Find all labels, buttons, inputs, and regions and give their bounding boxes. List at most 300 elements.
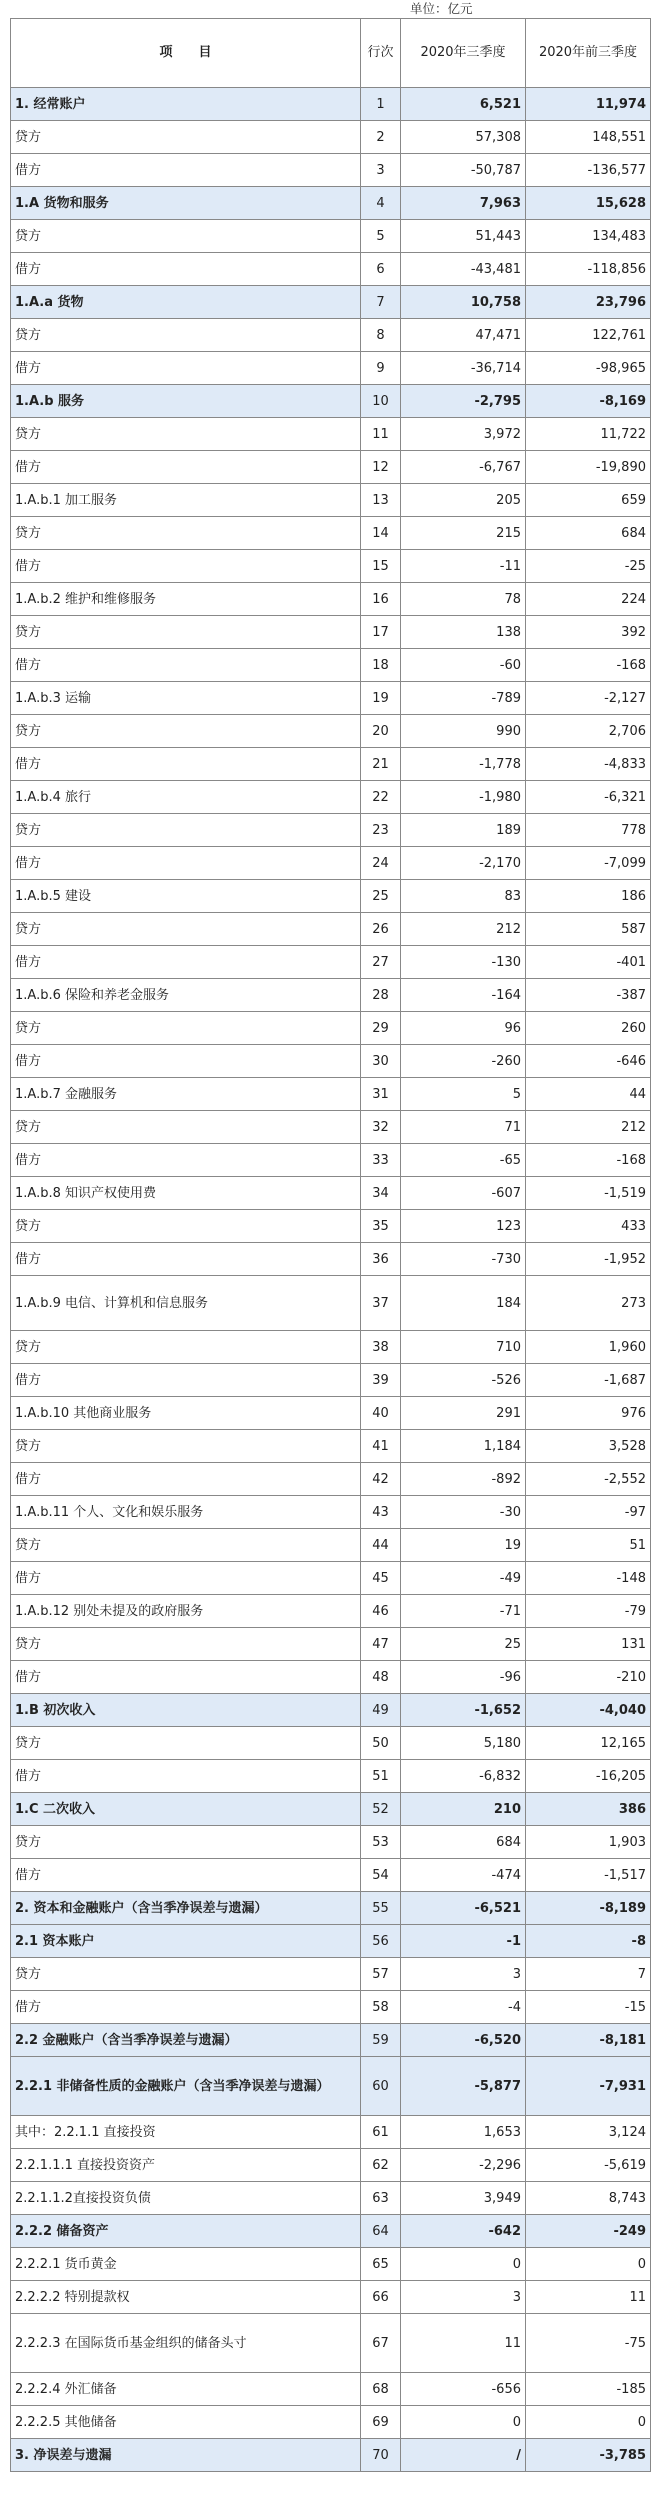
row-value-q3: 3,972 — [401, 418, 526, 451]
table-row — [11, 847, 651, 880]
row-item-label: 1.A.b.12 别处未提及的政府服务 — [11, 1595, 361, 1628]
row-value-q3: 51,443 — [401, 220, 526, 253]
row-value-ytd: 587 — [526, 913, 651, 946]
row-value-q3: -49 — [401, 1562, 526, 1595]
table-row — [11, 2439, 651, 2472]
row-value-ytd: -16,205 — [526, 1760, 651, 1793]
table-row — [11, 2215, 651, 2248]
row-value-ytd: 433 — [526, 1210, 651, 1243]
table-row — [11, 616, 651, 649]
row-value-q3: 684 — [401, 1826, 526, 1859]
row-value-q3: 10,758 — [401, 286, 526, 319]
row-value-ytd: 11,974 — [526, 88, 651, 121]
row-item-label: 借方 — [11, 1991, 361, 2024]
table-row — [11, 451, 651, 484]
row-item-label: 贷方 — [11, 814, 361, 847]
row-item-label: 1.A.b 服务 — [11, 385, 361, 418]
table-row — [11, 913, 651, 946]
row-value-q3: -164 — [401, 979, 526, 1012]
row-value-ytd: 659 — [526, 484, 651, 517]
row-value-ytd: -5,619 — [526, 2149, 651, 2182]
row-number: 32 — [361, 1111, 401, 1144]
row-value-ytd: -118,856 — [526, 253, 651, 286]
table-row — [11, 418, 651, 451]
row-value-ytd: -136,577 — [526, 154, 651, 187]
row-number: 52 — [361, 1793, 401, 1826]
table-row — [11, 1012, 651, 1045]
row-item-label: 借方 — [11, 1045, 361, 1078]
row-item-label: 1. 经常账户 — [11, 88, 361, 121]
row-value-ytd: -97 — [526, 1496, 651, 1529]
table-row — [11, 2406, 651, 2439]
row-item-label: 借方 — [11, 649, 361, 682]
table-row — [11, 1276, 651, 1331]
row-number: 40 — [361, 1397, 401, 1430]
row-value-q3: 0 — [401, 2248, 526, 2281]
row-value-q3: -607 — [401, 1177, 526, 1210]
row-number: 25 — [361, 880, 401, 913]
table-row — [11, 814, 651, 847]
table-body — [11, 88, 651, 2472]
row-number: 18 — [361, 649, 401, 682]
header-col-a: 2020年三季度 — [401, 19, 526, 88]
row-item-label: 贷方 — [11, 121, 361, 154]
table-row — [11, 2281, 651, 2314]
table-row — [11, 1694, 651, 1727]
row-number: 48 — [361, 1661, 401, 1694]
row-value-ytd: 684 — [526, 517, 651, 550]
row-item-label: 贷方 — [11, 1628, 361, 1661]
row-value-ytd: 8,743 — [526, 2182, 651, 2215]
table-row — [11, 550, 651, 583]
row-number: 11 — [361, 418, 401, 451]
row-item-label: 贷方 — [11, 913, 361, 946]
row-value-q3: 19 — [401, 1529, 526, 1562]
row-value-q3: -30 — [401, 1496, 526, 1529]
row-number: 56 — [361, 1925, 401, 1958]
row-value-q3: -2,170 — [401, 847, 526, 880]
row-value-ytd: 224 — [526, 583, 651, 616]
row-item-label: 贷方 — [11, 517, 361, 550]
row-item-label: 2.2.1.1.2直接投资负债 — [11, 2182, 361, 2215]
row-value-ytd: -401 — [526, 946, 651, 979]
table-row — [11, 1727, 651, 1760]
row-value-ytd: -25 — [526, 550, 651, 583]
header-row-no: 行次 — [361, 19, 401, 88]
row-value-ytd: 131 — [526, 1628, 651, 1661]
row-value-ytd: 3,528 — [526, 1430, 651, 1463]
table-row — [11, 1210, 651, 1243]
row-value-q3: -2,795 — [401, 385, 526, 418]
row-value-q3: -730 — [401, 1243, 526, 1276]
row-value-ytd: -8,169 — [526, 385, 651, 418]
row-item-label: 2.2.2.5 其他储备 — [11, 2406, 361, 2439]
row-number: 49 — [361, 1694, 401, 1727]
row-value-ytd: -1,517 — [526, 1859, 651, 1892]
row-number: 26 — [361, 913, 401, 946]
row-number: 64 — [361, 2215, 401, 2248]
row-number: 59 — [361, 2024, 401, 2057]
row-item-label: 贷方 — [11, 1210, 361, 1243]
row-value-q3: 47,471 — [401, 319, 526, 352]
row-value-ytd: 392 — [526, 616, 651, 649]
row-item-label: 1.A.b.7 金融服务 — [11, 1078, 361, 1111]
row-value-q3: 3 — [401, 2281, 526, 2314]
row-value-ytd: 0 — [526, 2248, 651, 2281]
row-number: 66 — [361, 2281, 401, 2314]
row-value-q3: -526 — [401, 1364, 526, 1397]
table-row — [11, 2024, 651, 2057]
row-number: 12 — [361, 451, 401, 484]
table-row — [11, 1595, 651, 1628]
row-number: 34 — [361, 1177, 401, 1210]
row-item-label: 1.A.b.1 加工服务 — [11, 484, 361, 517]
row-item-label: 贷方 — [11, 220, 361, 253]
row-item-label: 3. 净误差与遗漏 — [11, 2439, 361, 2472]
row-value-q3: 210 — [401, 1793, 526, 1826]
row-item-label: 贷方 — [11, 418, 361, 451]
row-value-ytd: -8 — [526, 1925, 651, 1958]
table-row — [11, 385, 651, 418]
row-item-label: 1.A.b.9 电信、计算机和信息服务 — [11, 1276, 361, 1331]
table-row — [11, 2149, 651, 2182]
row-value-ytd: 11,722 — [526, 418, 651, 451]
row-item-label: 1.A.b.11 个人、文化和娱乐服务 — [11, 1496, 361, 1529]
row-number: 17 — [361, 616, 401, 649]
row-value-ytd: -2,127 — [526, 682, 651, 715]
row-value-q3: -1,652 — [401, 1694, 526, 1727]
row-number: 14 — [361, 517, 401, 550]
row-item-label: 贷方 — [11, 1012, 361, 1045]
row-value-q3: 710 — [401, 1331, 526, 1364]
row-value-q3: 83 — [401, 880, 526, 913]
table-row — [11, 1078, 651, 1111]
header-item: 项 目 — [11, 19, 361, 88]
table-row — [11, 748, 651, 781]
row-value-q3: -656 — [401, 2373, 526, 2406]
row-value-q3: 123 — [401, 1210, 526, 1243]
table-row — [11, 2116, 651, 2149]
row-item-label: 贷方 — [11, 1111, 361, 1144]
table-row — [11, 1958, 651, 1991]
row-value-q3: 0 — [401, 2406, 526, 2439]
table-row — [11, 1628, 651, 1661]
row-number: 4 — [361, 187, 401, 220]
row-value-q3: -6,767 — [401, 451, 526, 484]
row-number: 38 — [361, 1331, 401, 1364]
row-item-label: 借方 — [11, 1661, 361, 1694]
row-item-label: 贷方 — [11, 1430, 361, 1463]
row-value-ytd: 1,903 — [526, 1826, 651, 1859]
row-item-label: 1.A.b.2 维护和维修服务 — [11, 583, 361, 616]
row-value-ytd: 7 — [526, 1958, 651, 1991]
row-number: 54 — [361, 1859, 401, 1892]
table-row — [11, 121, 651, 154]
row-value-q3: -130 — [401, 946, 526, 979]
row-number: 28 — [361, 979, 401, 1012]
row-value-ytd: 15,628 — [526, 187, 651, 220]
table-row — [11, 1397, 651, 1430]
row-item-label: 1.A.b.6 保险和养老金服务 — [11, 979, 361, 1012]
row-value-ytd: -79 — [526, 1595, 651, 1628]
row-number: 16 — [361, 583, 401, 616]
table-row — [11, 1364, 651, 1397]
table-row — [11, 880, 651, 913]
table-row — [11, 1045, 651, 1078]
row-number: 33 — [361, 1144, 401, 1177]
row-item-label: 借方 — [11, 451, 361, 484]
table-row — [11, 154, 651, 187]
row-number: 6 — [361, 253, 401, 286]
row-value-q3: / — [401, 2439, 526, 2472]
row-value-ytd: 122,761 — [526, 319, 651, 352]
row-value-ytd: -210 — [526, 1661, 651, 1694]
row-number: 19 — [361, 682, 401, 715]
table-row — [11, 1991, 651, 2024]
row-number: 58 — [361, 1991, 401, 2024]
table-row — [11, 286, 651, 319]
row-number: 65 — [361, 2248, 401, 2281]
row-number: 67 — [361, 2314, 401, 2373]
table-row — [11, 220, 651, 253]
row-value-q3: 71 — [401, 1111, 526, 1144]
table-row — [11, 649, 651, 682]
row-number: 70 — [361, 2439, 401, 2472]
row-value-q3: 6,521 — [401, 88, 526, 121]
row-value-ytd: 12,165 — [526, 1727, 651, 1760]
row-number: 37 — [361, 1276, 401, 1331]
row-item-label: 贷方 — [11, 1331, 361, 1364]
table-row — [11, 1826, 651, 1859]
row-value-ytd: 212 — [526, 1111, 651, 1144]
row-value-ytd: 11 — [526, 2281, 651, 2314]
row-number: 60 — [361, 2057, 401, 2116]
row-value-q3: 7,963 — [401, 187, 526, 220]
row-value-ytd: -19,890 — [526, 451, 651, 484]
row-item-label: 借方 — [11, 1243, 361, 1276]
row-value-q3: -1,980 — [401, 781, 526, 814]
row-value-q3: 11 — [401, 2314, 526, 2373]
row-item-label: 1.A.b.5 建设 — [11, 880, 361, 913]
row-number: 23 — [361, 814, 401, 847]
row-value-q3: -65 — [401, 1144, 526, 1177]
row-value-q3: 25 — [401, 1628, 526, 1661]
row-value-ytd: 976 — [526, 1397, 651, 1430]
row-value-ytd: -168 — [526, 649, 651, 682]
row-value-q3: 138 — [401, 616, 526, 649]
row-value-ytd: 0 — [526, 2406, 651, 2439]
row-value-ytd: 2,706 — [526, 715, 651, 748]
row-item-label: 借方 — [11, 1364, 361, 1397]
row-value-ytd: -2,552 — [526, 1463, 651, 1496]
row-value-q3: 291 — [401, 1397, 526, 1430]
row-value-q3: 184 — [401, 1276, 526, 1331]
row-value-ytd: -148 — [526, 1562, 651, 1595]
table-row — [11, 1925, 651, 1958]
row-value-q3: -43,481 — [401, 253, 526, 286]
row-number: 42 — [361, 1463, 401, 1496]
row-number: 1 — [361, 88, 401, 121]
row-item-label: 1.A 货物和服务 — [11, 187, 361, 220]
row-value-ytd: -249 — [526, 2215, 651, 2248]
row-number: 30 — [361, 1045, 401, 1078]
table-row — [11, 1562, 651, 1595]
row-value-ytd: 44 — [526, 1078, 651, 1111]
row-value-ytd: 134,483 — [526, 220, 651, 253]
row-value-q3: -6,521 — [401, 1892, 526, 1925]
row-item-label: 2.2.2.1 货币黄金 — [11, 2248, 361, 2281]
row-value-q3: -1,778 — [401, 748, 526, 781]
row-value-ytd: -387 — [526, 979, 651, 1012]
row-value-ytd: 273 — [526, 1276, 651, 1331]
row-item-label: 贷方 — [11, 715, 361, 748]
row-number: 9 — [361, 352, 401, 385]
row-item-label: 1.A.b.4 旅行 — [11, 781, 361, 814]
row-value-q3: -60 — [401, 649, 526, 682]
row-item-label: 借方 — [11, 847, 361, 880]
row-item-label: 2. 资本和金融账户（含当季净误差与遗漏） — [11, 1892, 361, 1925]
row-number: 69 — [361, 2406, 401, 2439]
table-row — [11, 88, 651, 121]
row-value-q3: 57,308 — [401, 121, 526, 154]
unit-label: 单位：亿元 — [410, 1, 473, 16]
table-row — [11, 2182, 651, 2215]
row-number: 21 — [361, 748, 401, 781]
table-header-row — [11, 19, 651, 88]
row-value-q3: -1 — [401, 1925, 526, 1958]
table-row — [11, 517, 651, 550]
row-item-label: 借方 — [11, 352, 361, 385]
row-item-label: 2.2.2.4 外汇储备 — [11, 2373, 361, 2406]
row-item-label: 2.1 资本账户 — [11, 1925, 361, 1958]
row-value-ytd: -1,519 — [526, 1177, 651, 1210]
row-number: 22 — [361, 781, 401, 814]
row-item-label: 借方 — [11, 253, 361, 286]
row-number: 8 — [361, 319, 401, 352]
row-number: 62 — [361, 2149, 401, 2182]
table-row — [11, 1892, 651, 1925]
row-value-q3: -474 — [401, 1859, 526, 1892]
row-value-q3: 5 — [401, 1078, 526, 1111]
row-value-q3: 78 — [401, 583, 526, 616]
header-col-b: 2020年前三季度 — [526, 19, 651, 88]
row-value-q3: 5,180 — [401, 1727, 526, 1760]
row-number: 13 — [361, 484, 401, 517]
row-item-label: 2.2.2 储备资产 — [11, 2215, 361, 2248]
row-value-ytd: -168 — [526, 1144, 651, 1177]
row-item-label: 借方 — [11, 1144, 361, 1177]
row-value-q3: -789 — [401, 682, 526, 715]
table-row — [11, 352, 651, 385]
row-value-ytd: -7,931 — [526, 2057, 651, 2116]
row-value-q3: 1,184 — [401, 1430, 526, 1463]
row-value-ytd: 386 — [526, 1793, 651, 1826]
row-item-label: 2.2.1.1.1 直接投资资产 — [11, 2149, 361, 2182]
table-row — [11, 1144, 651, 1177]
row-value-q3: 205 — [401, 484, 526, 517]
row-value-q3: 990 — [401, 715, 526, 748]
row-value-ytd: 260 — [526, 1012, 651, 1045]
row-value-ytd: -75 — [526, 2314, 651, 2373]
row-value-q3: -11 — [401, 550, 526, 583]
table-row — [11, 1760, 651, 1793]
row-value-q3: -260 — [401, 1045, 526, 1078]
row-value-q3: -36,714 — [401, 352, 526, 385]
row-number: 24 — [361, 847, 401, 880]
table-row — [11, 979, 651, 1012]
table-row — [11, 484, 651, 517]
row-value-ytd: -1,687 — [526, 1364, 651, 1397]
table-row — [11, 1661, 651, 1694]
row-number: 43 — [361, 1496, 401, 1529]
table-row — [11, 1331, 651, 1364]
row-number: 29 — [361, 1012, 401, 1045]
row-value-q3: 3,949 — [401, 2182, 526, 2215]
row-value-ytd: -7,099 — [526, 847, 651, 880]
row-number: 5 — [361, 220, 401, 253]
table-row — [11, 2373, 651, 2406]
row-item-label: 1.A.a 货物 — [11, 286, 361, 319]
table-row — [11, 1243, 651, 1276]
table-row — [11, 1529, 651, 1562]
row-value-q3: 212 — [401, 913, 526, 946]
row-value-ytd: 186 — [526, 880, 651, 913]
table-row — [11, 1430, 651, 1463]
table-row — [11, 2248, 651, 2281]
table-row — [11, 1177, 651, 1210]
row-item-label: 2.2.1 非储备性质的金融账户（含当季净误差与遗漏） — [11, 2057, 361, 2116]
row-item-label: 贷方 — [11, 1727, 361, 1760]
row-value-ytd: 51 — [526, 1529, 651, 1562]
row-value-ytd: -8,189 — [526, 1892, 651, 1925]
row-number: 41 — [361, 1430, 401, 1463]
row-value-q3: -4 — [401, 1991, 526, 2024]
row-value-q3: -642 — [401, 2215, 526, 2248]
table-row — [11, 2057, 651, 2116]
row-item-label: 2.2.2.3 在国际货币基金组织的储备头寸 — [11, 2314, 361, 2373]
row-value-q3: 3 — [401, 1958, 526, 1991]
row-value-ytd: 3,124 — [526, 2116, 651, 2149]
row-item-label: 借方 — [11, 748, 361, 781]
row-value-q3: 215 — [401, 517, 526, 550]
row-value-ytd: -185 — [526, 2373, 651, 2406]
row-value-q3: -6,832 — [401, 1760, 526, 1793]
row-number: 3 — [361, 154, 401, 187]
table-row — [11, 946, 651, 979]
row-number: 61 — [361, 2116, 401, 2149]
row-value-q3: -892 — [401, 1463, 526, 1496]
row-item-label: 借方 — [11, 1859, 361, 1892]
row-value-q3: -71 — [401, 1595, 526, 1628]
row-value-ytd: -3,785 — [526, 2439, 651, 2472]
row-value-q3: -50,787 — [401, 154, 526, 187]
table-row — [11, 1463, 651, 1496]
row-number: 2 — [361, 121, 401, 154]
row-number: 15 — [361, 550, 401, 583]
row-item-label: 借方 — [11, 154, 361, 187]
row-item-label: 借方 — [11, 550, 361, 583]
row-number: 68 — [361, 2373, 401, 2406]
row-item-label: 贷方 — [11, 319, 361, 352]
row-value-ytd: -4,040 — [526, 1694, 651, 1727]
row-number: 50 — [361, 1727, 401, 1760]
row-value-ytd: -8,181 — [526, 2024, 651, 2057]
row-item-label: 贷方 — [11, 1826, 361, 1859]
row-item-label: 贷方 — [11, 616, 361, 649]
row-value-q3: -2,296 — [401, 2149, 526, 2182]
row-item-label: 借方 — [11, 946, 361, 979]
row-number: 7 — [361, 286, 401, 319]
